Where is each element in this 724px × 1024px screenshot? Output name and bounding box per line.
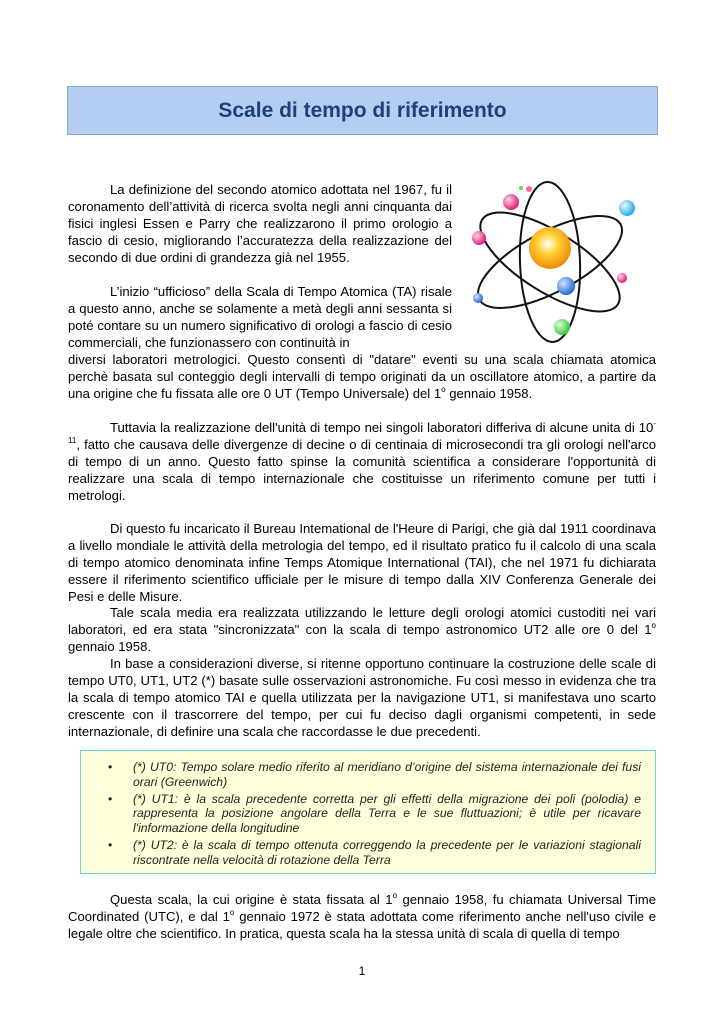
paragraph-7-text-c: gennaio 1972 è stata adottata come riferimento anche nell'uso civile e legale oltre che scientifico. In pratica, questa scala ha la stessa unità di scala di quella di tempo: [68, 908, 656, 941]
paragraph-3-end: , fatto che causava delle divergenze di decine o di centinaia di microsecondi tra gli orologi nell'arco di tempo di un anno. Questo fatto spinse la comunità scientifica a considerare l'opportunità di realizzare una scala di tempo internazionale che costituisse un riferimento comune per tutti i metrologi.: [68, 436, 656, 503]
superscript-exponent: -11: [68, 419, 656, 445]
paragraph-4: [68, 521, 656, 606]
superscript-o: o: [229, 907, 235, 917]
paragraph-2a: [68, 284, 452, 352]
list-item: [81, 838, 641, 868]
paragraph-1-text: La definizione del secondo atomico adottata nel 1967, fu il coronamento dell’attività di ricerca svolta negli anni cinquanta dai fisici inglesi Essen e Parry che realizzarono il primo orologio a fascio di cesio, migliorando l’accuratezza della realizzazione del secondo di due ordini di grandezza già nel 1955.: [68, 182, 452, 265]
note-text: (*) UT0: Tempo solare medio riferito al meridiano d’origine del sistema internazionale dei fusi orari (Greenwich): [133, 760, 641, 789]
paragraph-3-text: Tuttavia la realizzazione dell'unità di tempo nei singoli laboratori differiva di alcune unita di 10: [110, 420, 654, 435]
paragraph-5: [68, 605, 656, 656]
paragraph-2b-end: gennaio 1958.: [445, 385, 533, 401]
paragraph-6: [68, 656, 656, 741]
paragraph-2b: [68, 352, 656, 403]
superscript-o: o: [441, 384, 446, 394]
paragraph-7-text-b: gennaio 1958, fu chiamata Universal Time Coordinated (UTC), e dal 1: [68, 892, 656, 924]
paragraph-7: [68, 892, 656, 943]
superscript-o: o: [651, 620, 656, 630]
paragraph-1: [68, 182, 452, 267]
paragraph-5-end: gennaio 1958.: [68, 638, 152, 654]
paragraph-3: [68, 420, 656, 505]
notes-box: [80, 750, 656, 874]
paragraph-5-text: Tale scala media era realizzata utilizzando le letture degli orologi atomici custoditi nei vari laboratori, ed era stata "sincronizzata" con la scala di tempo astronomico UT2 alle ore 0 del 1: [68, 605, 656, 637]
list-item: [81, 792, 641, 836]
list-item: [81, 760, 641, 790]
notes-list: [81, 751, 655, 868]
page-title: Scale di tempo di riferimento: [218, 98, 507, 122]
page-number: 1: [358, 964, 366, 978]
paragraph-2b-text: diversi laboratori metrologici. Questo consentì di "datare" eventi su una scala chiamata atomica perchè basata sul conteggio degli intervalli di tempo originati da un oscillatore atomico, a partire da una origine che fu fissata alle ore 0 UT (Tempo Universale) del 1: [68, 352, 656, 401]
bullet-icon: •: [108, 760, 113, 774]
paragraph-2a-text: L’inizio “ufficioso” della Scala di Tempo Atomica (TA) risale a questo anno, anche se solamente a metà degli anni sessanta si poté contare su un numero significativo di orologi a fascio di cesio commerciali, che funzionassero con continuità in: [68, 284, 452, 350]
note-text: (*) UT2: è la scala di tempo ottenuta correggendo la precedente per le variazioni stagionali riscontrate nella velocità di rotazione della Terra: [133, 837, 641, 867]
bullet-icon: •: [108, 837, 113, 852]
bullet-icon: •: [108, 791, 113, 806]
atom-icon: [466, 180, 642, 344]
paragraph-4-text: Di questo fu incaricato il Bureau Intemational de l'Heure di Parigi, che già dal 1911 coordinava a livello mondiale le attività della metrologia del tempo, ed il risultato pratico fu il calcolo di una scala di tempo atomico denominata infine Temps Atomique International (TAI), che nel 1971 fu dichiarata essere il riferimento scientifico ufficiale per le misure di tempo dalla XIV Conferenza Generale dei Pesi e delle Misure.: [68, 521, 656, 604]
note-text: (*) UT1: è la scala precedente corretta per gli effetti della migrazione dei poli (polodia) e rappresenta la posizione angolare della Terra e le sue fluttuazioni; è utile per ricavare l'informazione della longitudine: [133, 791, 641, 836]
paragraph-6-text: In base a considerazioni diverse, si ritenne opportuno continuare la costruzione delle scale di tempo UT0, UT1, UT2 (*) basate sulle osservazioni astronomiche. Fu così messo in evidenza che tra la scala di tempo atomico TAI e quella utilizzata per la navigazione UT1, si manifestava uno scarto crescente con il trascorrere del tempo, per cui fu deciso dagli organismi competenti, in sede internazionale, di definire una scala che raccordasse le due precedenti.: [68, 656, 656, 739]
superscript-o: o: [392, 891, 398, 900]
paragraph-7-text-a: Questa scala, la cui origine è stata fissata al 1: [110, 892, 393, 907]
title-box: [67, 86, 658, 135]
